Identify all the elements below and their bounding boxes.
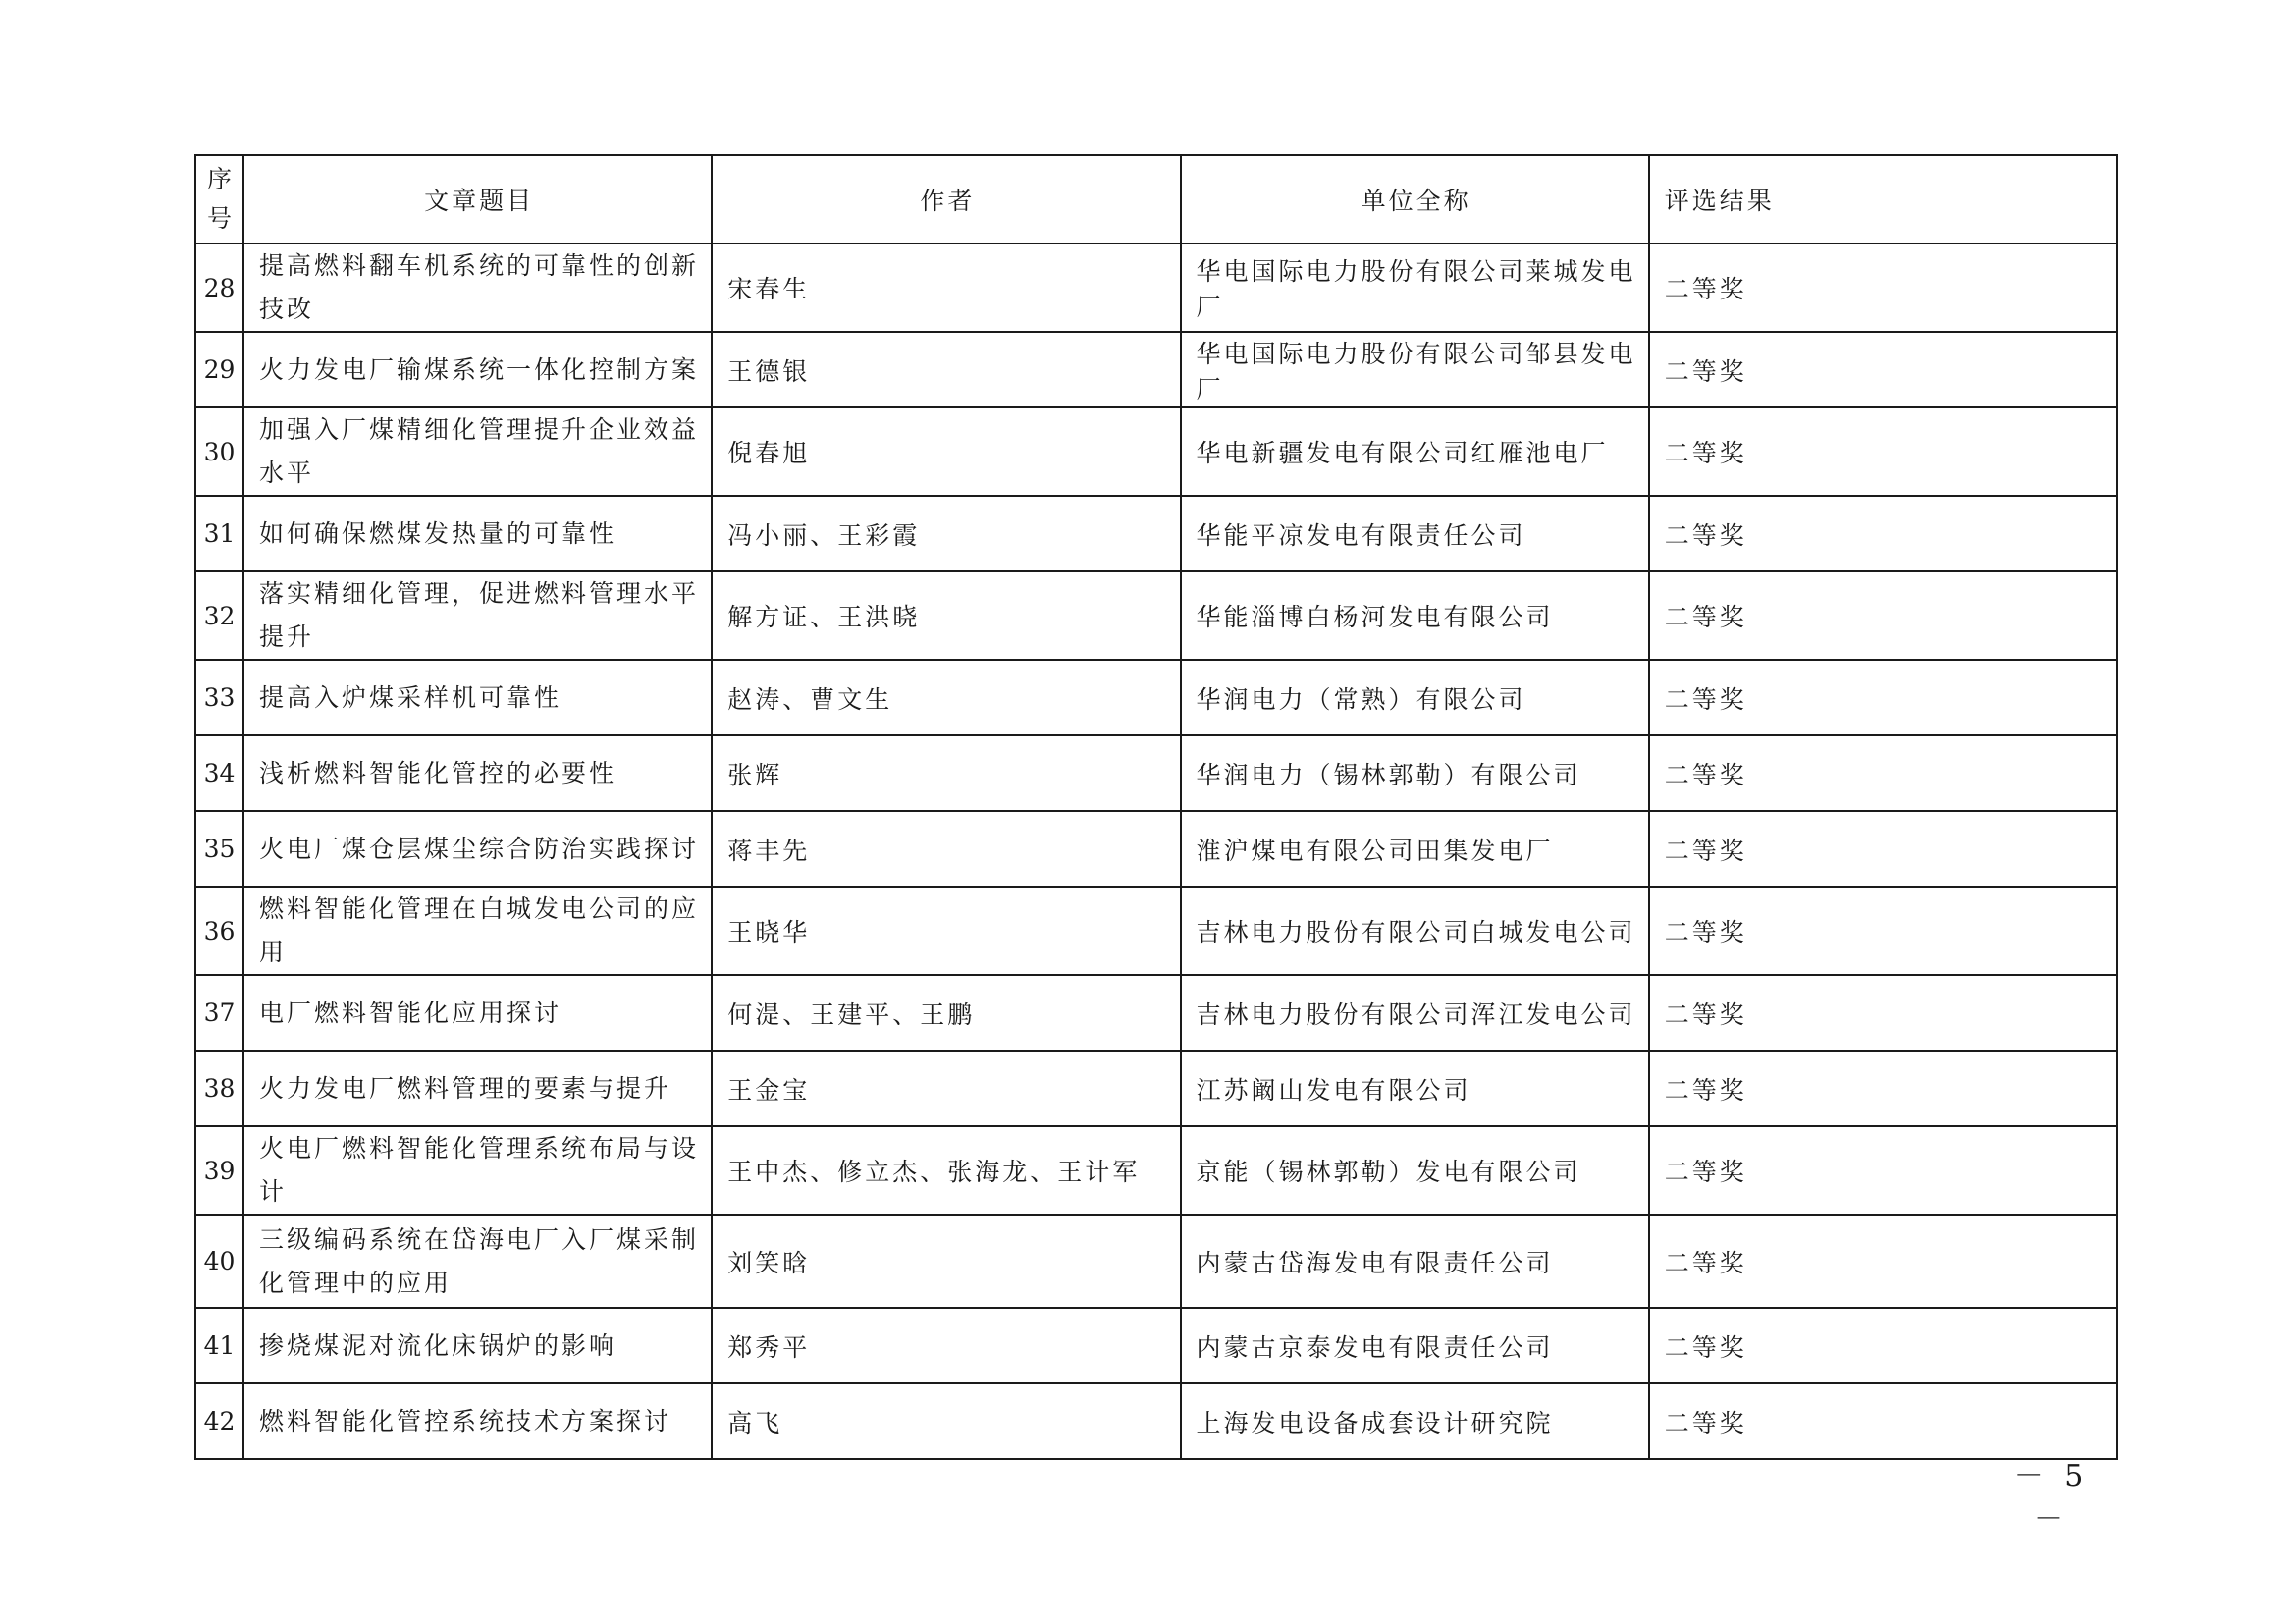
cell-article-title: 掺烧煤泥对流化床锅炉的影响 xyxy=(243,1308,712,1383)
cell-serial-number: 28 xyxy=(195,244,243,332)
cell-unit-name: 华电国际电力股份有限公司莱城发电厂 xyxy=(1181,244,1649,332)
header-result: 评选结果 xyxy=(1649,155,2117,244)
cell-author: 宋春生 xyxy=(712,244,1180,332)
cell-unit-name: 华能平凉发电有限责任公司 xyxy=(1181,496,1649,571)
table-row xyxy=(195,887,2117,975)
cell-result: 二等奖 xyxy=(1649,975,2117,1051)
cell-result: 二等奖 xyxy=(1649,887,2117,975)
cell-article-title: 提高入炉煤采样机可靠性 xyxy=(243,660,712,735)
cell-result: 二等奖 xyxy=(1649,1126,2117,1215)
cell-article-title: 如何确保燃煤发热量的可靠性 xyxy=(243,496,712,571)
header-author: 作者 xyxy=(712,155,1180,244)
table-row xyxy=(195,571,2117,660)
table-row xyxy=(195,244,2117,332)
cell-unit-name: 淮沪煤电有限公司田集发电厂 xyxy=(1181,811,1649,887)
cell-serial-number: 29 xyxy=(195,332,243,407)
cell-article-title: 火力发电厂燃料管理的要素与提升 xyxy=(243,1051,712,1126)
cell-result: 二等奖 xyxy=(1649,244,2117,332)
cell-serial-number: 30 xyxy=(195,407,243,496)
cell-result: 二等奖 xyxy=(1649,407,2117,496)
cell-result: 二等奖 xyxy=(1649,571,2117,660)
cell-article-title: 燃料智能化管控系统技术方案探讨 xyxy=(243,1383,712,1459)
cell-unit-name: 京能（锡林郭勒）发电有限公司 xyxy=(1181,1126,1649,1215)
cell-author: 高飞 xyxy=(712,1383,1180,1459)
cell-unit-name: 内蒙古岱海发电有限责任公司 xyxy=(1181,1215,1649,1308)
cell-author: 王德银 xyxy=(712,332,1180,407)
cell-author: 郑秀平 xyxy=(712,1308,1180,1383)
table-row xyxy=(195,332,2117,407)
cell-author: 冯小丽、王彩霞 xyxy=(712,496,1180,571)
table-row xyxy=(195,407,2117,496)
cell-result: 二等奖 xyxy=(1649,496,2117,571)
table-row xyxy=(195,660,2117,735)
cell-unit-name: 华电国际电力股份有限公司邹县发电厂 xyxy=(1181,332,1649,407)
cell-author: 刘笑晗 xyxy=(712,1215,1180,1308)
cell-article-title: 火力发电厂输煤系统一体化控制方案 xyxy=(243,332,712,407)
cell-unit-name: 华润电力（锡林郭勒）有限公司 xyxy=(1181,735,1649,811)
cell-serial-number: 39 xyxy=(195,1126,243,1215)
cell-unit-name: 内蒙古京泰发电有限责任公司 xyxy=(1181,1308,1649,1383)
header-row xyxy=(195,155,2117,244)
cell-author: 赵涛、曹文生 xyxy=(712,660,1180,735)
cell-article-title: 提高燃料翻车机系统的可靠性的创新技改 xyxy=(243,244,712,332)
table-row xyxy=(195,1051,2117,1126)
cell-author: 张辉 xyxy=(712,735,1180,811)
cell-serial-number: 32 xyxy=(195,571,243,660)
cell-article-title: 火电厂燃料智能化管理系统布局与设计 xyxy=(243,1126,712,1215)
cell-result: 二等奖 xyxy=(1649,332,2117,407)
cell-serial-number: 40 xyxy=(195,1215,243,1308)
table-body xyxy=(195,244,2117,1459)
cell-unit-name: 华能淄博白杨河发电有限公司 xyxy=(1181,571,1649,660)
cell-unit-name: 上海发电设备成套设计研究院 xyxy=(1181,1383,1649,1459)
cell-article-title: 落实精细化管理，促进燃料管理水平提升 xyxy=(243,571,712,660)
cell-author: 王金宝 xyxy=(712,1051,1180,1126)
cell-author: 何湜、王建平、王鹏 xyxy=(712,975,1180,1051)
table-row xyxy=(195,735,2117,811)
cell-article-title: 加强入厂煤精细化管理提升企业效益水平 xyxy=(243,407,712,496)
cell-serial-number: 35 xyxy=(195,811,243,887)
header-serial-number xyxy=(195,155,243,244)
cell-result: 二等奖 xyxy=(1649,735,2117,811)
cell-unit-name: 江苏阚山发电有限公司 xyxy=(1181,1051,1649,1126)
table-row xyxy=(195,1383,2117,1459)
cell-author: 蒋丰先 xyxy=(712,811,1180,887)
cell-result: 二等奖 xyxy=(1649,1051,2117,1126)
cell-result: 二等奖 xyxy=(1649,811,2117,887)
cell-author: 倪春旭 xyxy=(712,407,1180,496)
cell-serial-number: 34 xyxy=(195,735,243,811)
table-row xyxy=(195,1308,2117,1383)
cell-author: 王晓华 xyxy=(712,887,1180,975)
cell-article-title: 浅析燃料智能化管控的必要性 xyxy=(243,735,712,811)
cell-author: 解方证、王洪晓 xyxy=(712,571,1180,660)
page-number: － 5 － xyxy=(2013,1459,2090,1537)
cell-serial-number: 31 xyxy=(195,496,243,571)
cell-unit-name: 吉林电力股份有限公司白城发电公司 xyxy=(1181,887,1649,975)
cell-serial-number: 37 xyxy=(195,975,243,1051)
table-row xyxy=(195,1126,2117,1215)
header-article-title: 文章题目 xyxy=(243,155,712,244)
header-serial-number-label: 序号 xyxy=(206,165,232,233)
cell-result: 二等奖 xyxy=(1649,1215,2117,1308)
cell-author: 王中杰、修立杰、张海龙、王计军 xyxy=(712,1126,1180,1215)
header-unit-name: 单位全称 xyxy=(1181,155,1649,244)
cell-result: 二等奖 xyxy=(1649,1308,2117,1383)
cell-serial-number: 36 xyxy=(195,887,243,975)
table-row xyxy=(195,496,2117,571)
awards-table xyxy=(194,154,2118,1460)
cell-unit-name: 华润电力（常熟）有限公司 xyxy=(1181,660,1649,735)
cell-result: 二等奖 xyxy=(1649,1383,2117,1459)
table-row xyxy=(195,975,2117,1051)
cell-serial-number: 38 xyxy=(195,1051,243,1126)
cell-article-title: 电厂燃料智能化应用探讨 xyxy=(243,975,712,1051)
cell-article-title: 三级编码系统在岱海电厂入厂煤采制化管理中的应用 xyxy=(243,1215,712,1308)
cell-article-title: 火电厂煤仓层煤尘综合防治实践探讨 xyxy=(243,811,712,887)
cell-unit-name: 华电新疆发电有限公司红雁池电厂 xyxy=(1181,407,1649,496)
cell-serial-number: 42 xyxy=(195,1383,243,1459)
table-header xyxy=(195,155,2117,244)
cell-result: 二等奖 xyxy=(1649,660,2117,735)
cell-serial-number: 41 xyxy=(195,1308,243,1383)
cell-serial-number: 33 xyxy=(195,660,243,735)
table-row xyxy=(195,1215,2117,1308)
cell-unit-name: 吉林电力股份有限公司浑江发电公司 xyxy=(1181,975,1649,1051)
cell-article-title: 燃料智能化管理在白城发电公司的应用 xyxy=(243,887,712,975)
table-row xyxy=(195,811,2117,887)
